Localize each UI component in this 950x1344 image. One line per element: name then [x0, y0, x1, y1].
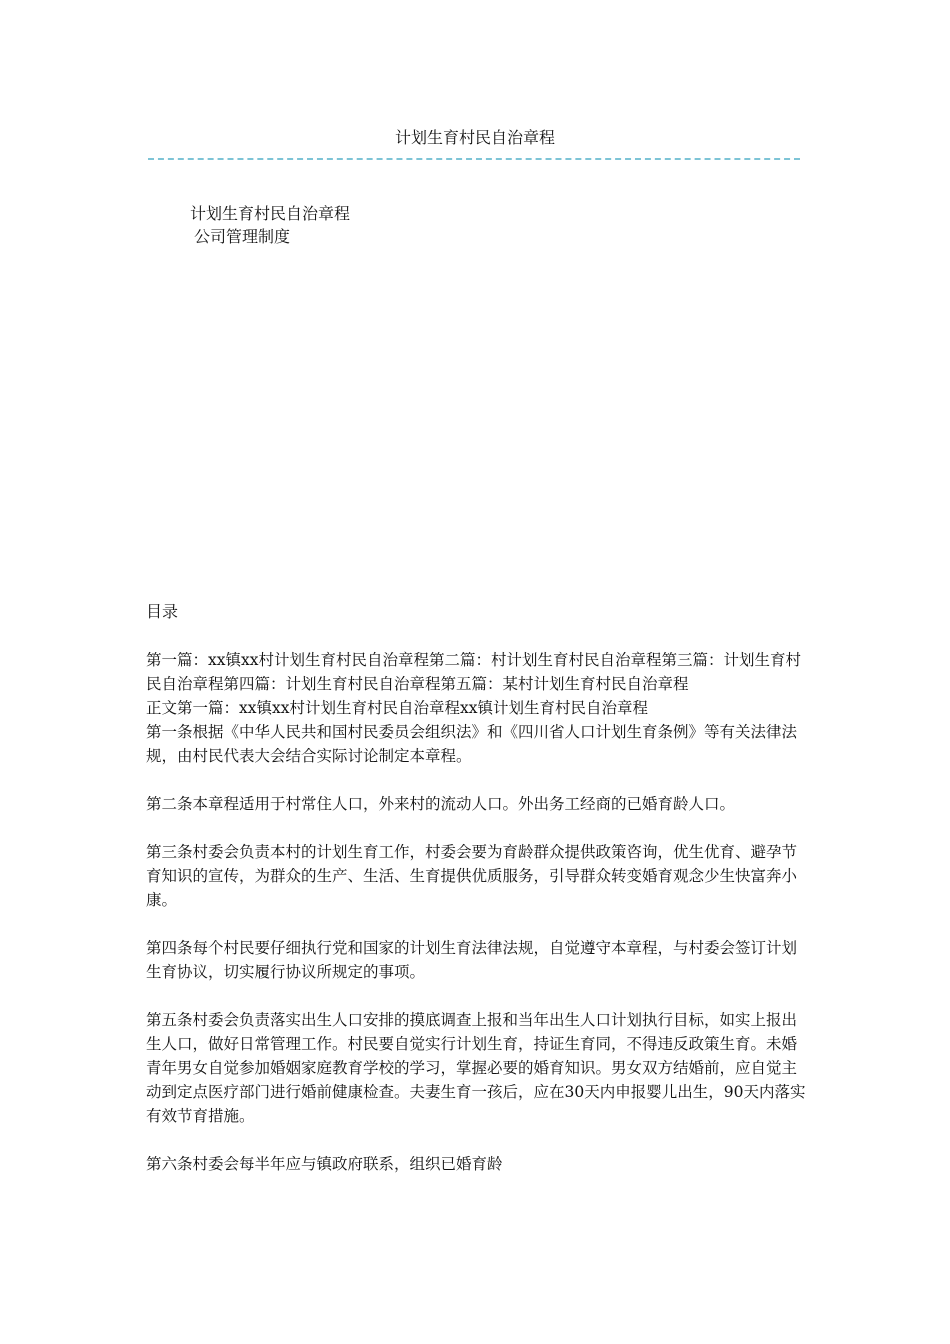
toc-heading: 目录: [146, 602, 179, 621]
title-divider: [148, 158, 800, 160]
subtitle-block: [190, 202, 350, 248]
article-6: 第六条村委会每半年应与镇政府联系，组织已婚育龄: [146, 1155, 503, 1173]
toc-text: 第一篇：xx镇xx村计划生育村民自治章程第二篇：村计划生育村民自治章程第三篇：计划生育村民自治章程第四篇：计划生育村民自治章程第五篇：某村计划生育村民自治章程: [146, 651, 801, 693]
subtitle-line-2: 公司管理制度: [194, 227, 291, 246]
article-5: 第五条村委会负责落实出生人口安排的摸底调查上报和当年出生人口计划执行目标，如实上报出生人口，做好日常管理工作。村民要自觉实行计划生育，持证生育同，不得违反政策生育。未婚青年男女自觉参加婚姻家庭教育学校的学习，掌握必要的婚育知识。男女双方结婚前，应自觉主动到定点医疗部门进行婚前健康检查。夫妻生育一孩后，应在30天内申报婴儿出生，90天内落实有效节育措施。: [146, 1011, 806, 1125]
article-1: 第一条根据《中华人民共和国村民委员会组织法》和《四川省人口计划生育条例》等有关法律法规，由村民代表大会结合实际讨论制定本章程。: [146, 723, 798, 765]
article-2: 第二条本章程适用于村常住人口，外来村的流动人口。外出务工经商的已婚育龄人口。: [146, 795, 736, 813]
article-3: 第三条村委会负责本村的计划生育工作，村委会要为育龄群众提供政策咨询，优生优育、避孕节育知识的宣传，为群众的生产、生活、生育提供优质服务，引导群众转变婚育观念少生快富奔小康。: [146, 843, 798, 909]
page-title: 计划生育村民自治章程: [394, 128, 555, 147]
document-body: [146, 648, 808, 1176]
subtitle-line-1: 计划生育村民自治章程: [190, 204, 351, 223]
article-4: 第四条每个村民要仔细执行党和国家的计划生育法律法规，自觉遵守本章程，与村委会签订计划生育协议，切实履行协议所规定的事项。: [146, 939, 798, 981]
body-intro: 正文第一篇：xx镇xx村计划生育村民自治章程xx镇计划生育村民自治章程: [146, 699, 648, 717]
